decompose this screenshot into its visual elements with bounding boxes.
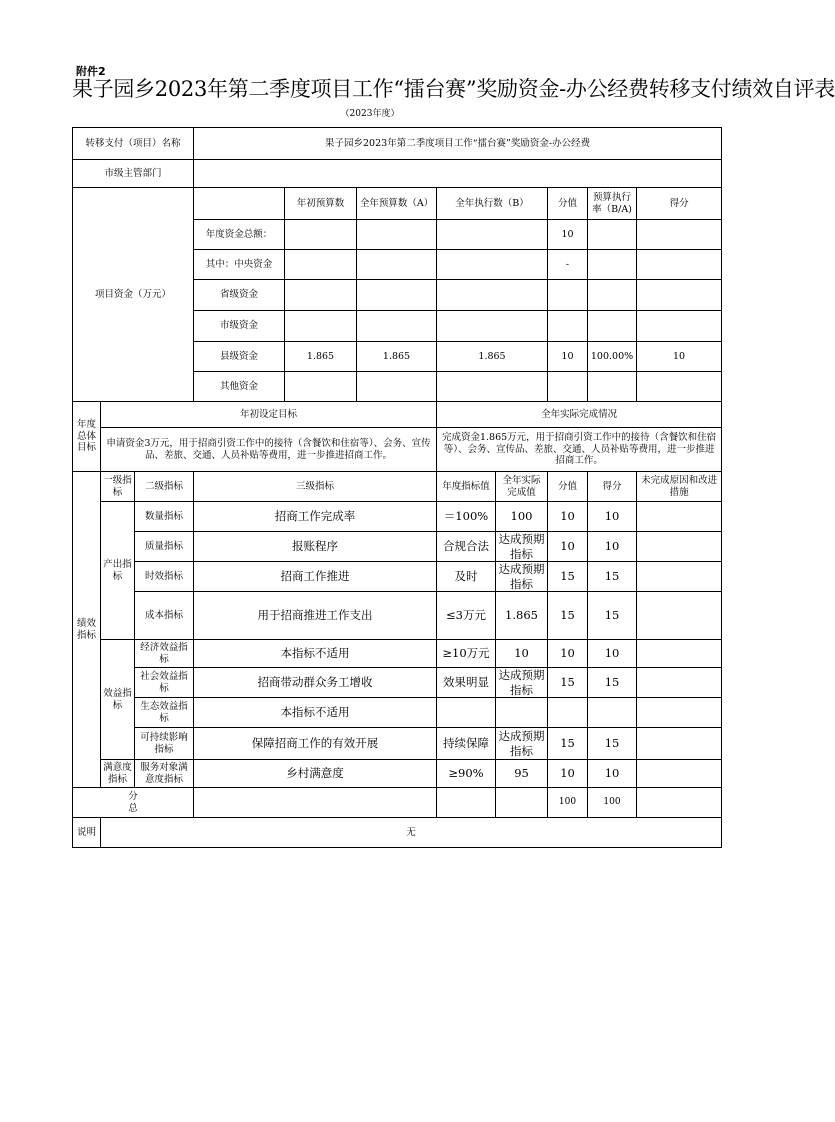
funds-row-annual: 1.865 <box>357 342 437 372</box>
row-score: 10 <box>588 760 637 788</box>
row-target: 合规合法 <box>437 532 496 562</box>
total-target-blank <box>437 788 496 818</box>
header-level1: 一级指标 <box>101 472 135 502</box>
funds-row-rate <box>588 372 637 402</box>
dept-label: 市级主管部门 <box>73 160 194 188</box>
row-level3: 乡村满意度 <box>194 760 437 788</box>
row-target <box>437 698 496 728</box>
row-target: 及时 <box>437 562 496 592</box>
row-target: ≤3万元 <box>437 592 496 640</box>
row-target: ＝100% <box>437 502 496 532</box>
row-reason <box>637 562 722 592</box>
total-reason-blank <box>637 788 722 818</box>
funds-row-rate: 100.00% <box>588 342 637 372</box>
funds-header-score-value: 分值 <box>548 188 588 220</box>
row-score-value: 15 <box>548 562 588 592</box>
row-reason <box>637 640 722 668</box>
row-actual: 1.865 <box>496 592 548 640</box>
funds-row-score-value <box>548 280 588 311</box>
row-score: 15 <box>588 728 637 760</box>
indicators-section-label: 绩效指标 <box>73 472 101 788</box>
funds-row-label: 市级资金 <box>194 311 285 342</box>
row-score-value: 15 <box>548 592 588 640</box>
row-score: 10 <box>588 640 637 668</box>
row-level2: 数量指标 <box>135 502 194 532</box>
row-reason <box>637 728 722 760</box>
row-score-value: 10 <box>548 502 588 532</box>
row-level3: 招商工作完成率 <box>194 502 437 532</box>
funds-row-score-value <box>548 372 588 402</box>
funds-row-initial <box>285 250 357 280</box>
benefit-label: 效益指标 <box>101 640 135 760</box>
header-level2: 二级指标 <box>135 472 194 502</box>
funds-row-score-value: 10 <box>548 342 588 372</box>
funds-row-initial <box>285 220 357 250</box>
dept-value <box>194 160 722 188</box>
project-name-value: 果子园乡2023年第二季度项目工作“擂台赛”奖励资金-办公经费 <box>194 128 722 160</box>
funds-row-score: 10 <box>637 342 722 372</box>
row-score: 10 <box>588 502 637 532</box>
goals-section-label: 年度总体目标 <box>73 402 101 472</box>
funds-row-annual <box>357 220 437 250</box>
funds-row-annual <box>357 250 437 280</box>
funds-row-score <box>637 220 722 250</box>
row-reason <box>637 668 722 698</box>
row-actual: 达成预期指标 <box>496 562 548 592</box>
subtitle: （2023年度） <box>340 109 400 119</box>
row-score-value: 10 <box>548 760 588 788</box>
row-actual <box>496 698 548 728</box>
funds-row-score-value <box>548 311 588 342</box>
remark-label: 说明 <box>73 818 101 848</box>
funds-row-executed <box>437 311 548 342</box>
row-level2: 成本指标 <box>135 592 194 640</box>
total-score-value: 100 <box>548 788 588 818</box>
row-reason <box>637 592 722 640</box>
title-wrap <box>72 74 835 104</box>
row-target: ≥90% <box>437 760 496 788</box>
row-score-value <box>548 698 588 728</box>
funds-row-executed <box>437 250 548 280</box>
row-actual: 10 <box>496 640 548 668</box>
row-reason <box>637 760 722 788</box>
row-level3: 本指标不适用 <box>194 640 437 668</box>
funds-row-label: 省级资金 <box>194 280 285 311</box>
funds-row-initial <box>285 372 357 402</box>
row-level2: 服务对象满意度指标 <box>135 760 194 788</box>
header-level3: 三级指标 <box>194 472 437 502</box>
row-score: 10 <box>588 532 637 562</box>
row-score-value: 10 <box>548 532 588 562</box>
funds-header-initial: 年初预算数 <box>285 188 357 220</box>
funds-row-label: 县级资金 <box>194 342 285 372</box>
row-score-value: 15 <box>548 668 588 698</box>
funds-row-score-value: 10 <box>548 220 588 250</box>
row-actual: 达成预期指标 <box>496 532 548 562</box>
row-level2: 社会效益指标 <box>135 668 194 698</box>
row-score-value: 15 <box>548 728 588 760</box>
funds-header-executed: 全年执行数（B） <box>437 188 548 220</box>
funds-row-annual <box>357 372 437 402</box>
goals-initial-header: 年初设定目标 <box>101 402 437 428</box>
funds-header-rate: 预算执行率（B/A) <box>588 188 637 220</box>
funds-header-annual: 全年预算数（A） <box>357 188 437 220</box>
row-level3: 本指标不适用 <box>194 698 437 728</box>
header-score-value: 分值 <box>548 472 588 502</box>
goals-actual-text: 完成资金1.865万元，用于招商引资工作中的接待（含餐饮和住宿等）、会务、宣传品、差旅、交通、人员补贴等费用，进一步推进招商工作。 <box>437 428 722 472</box>
row-reason <box>637 698 722 728</box>
funds-header-blank <box>194 188 285 220</box>
attachment-label: 附件2 <box>76 65 106 78</box>
row-score-value: 10 <box>548 640 588 668</box>
row-score <box>588 698 637 728</box>
total-actual-blank <box>496 788 548 818</box>
row-target: ≥10万元 <box>437 640 496 668</box>
row-level2: 可持续影响指标 <box>135 728 194 760</box>
row-level2: 经济效益指标 <box>135 640 194 668</box>
header-reason: 未完成原因和改进措施 <box>637 472 722 502</box>
funds-row-rate <box>588 220 637 250</box>
funds-row-rate <box>588 250 637 280</box>
row-level3: 招商工作推进 <box>194 562 437 592</box>
row-level3: 招商带动群众务工增收 <box>194 668 437 698</box>
funds-row-executed: 1.865 <box>437 342 548 372</box>
row-score: 15 <box>588 562 637 592</box>
project-name-label: 转移支付（项目）名称 <box>73 128 194 160</box>
row-level3: 用于招商推进工作支出 <box>194 592 437 640</box>
funds-row-score <box>637 372 722 402</box>
goals-actual-header: 全年实际完成情况 <box>437 402 722 428</box>
row-level3: 报账程序 <box>194 532 437 562</box>
funds-row-executed <box>437 372 548 402</box>
funds-row-rate <box>588 311 637 342</box>
page-title: 果子园乡2023年第二季度项目工作“擂台赛”奖励资金-办公经费转移支付绩效自评表 <box>72 77 835 101</box>
funds-row-score <box>637 311 722 342</box>
total-blank <box>194 788 437 818</box>
row-reason <box>637 502 722 532</box>
funds-row-label: 其他资金 <box>194 372 285 402</box>
total-label-bottom: 总 <box>128 802 138 814</box>
funds-row-annual <box>357 280 437 311</box>
funds-row-rate <box>588 280 637 311</box>
row-score: 15 <box>588 668 637 698</box>
evaluation-table <box>72 127 722 848</box>
total-label-top: 分 <box>128 790 138 802</box>
goals-initial-text: 申请资金3万元，用于招商引资工作中的接待（含餐饮和住宿等）、会务、宣传品、差旅、交通、人员补贴等费用，进一步推进招商工作。 <box>101 428 437 472</box>
funds-row-executed <box>437 220 548 250</box>
row-score: 15 <box>588 592 637 640</box>
row-actual: 达成预期指标 <box>496 728 548 760</box>
total-label <box>73 788 194 818</box>
row-target: 效果明显 <box>437 668 496 698</box>
funds-row-initial <box>285 280 357 311</box>
funds-row-initial: 1.865 <box>285 342 357 372</box>
funds-row-score <box>637 250 722 280</box>
row-reason <box>637 532 722 562</box>
funds-section-label: 项目资金（万元） <box>73 188 194 402</box>
header-actual: 全年实际完成值 <box>496 472 548 502</box>
funds-row-executed <box>437 280 548 311</box>
remark-value: 无 <box>101 818 722 848</box>
funds-row-annual <box>357 311 437 342</box>
row-actual: 100 <box>496 502 548 532</box>
funds-row-label: 年度资金总额： <box>194 220 285 250</box>
row-level2: 生态效益指标 <box>135 698 194 728</box>
row-level2: 质量指标 <box>135 532 194 562</box>
row-actual: 95 <box>496 760 548 788</box>
funds-row-initial <box>285 311 357 342</box>
funds-row-score <box>637 280 722 311</box>
funds-header-score: 得分 <box>637 188 722 220</box>
row-target: 持续保障 <box>437 728 496 760</box>
output-label: 产出指标 <box>101 502 135 640</box>
row-level3: 保障招商工作的有效开展 <box>194 728 437 760</box>
row-level2: 时效指标 <box>135 562 194 592</box>
funds-row-label: 其中：中央资金 <box>194 250 285 280</box>
header-score: 得分 <box>588 472 637 502</box>
satisfaction-label: 满意度指标 <box>101 760 135 788</box>
total-score: 100 <box>588 788 637 818</box>
funds-row-score-value: - <box>548 250 588 280</box>
header-target: 年度指标值 <box>437 472 496 502</box>
row-actual: 达成预期指标 <box>496 668 548 698</box>
